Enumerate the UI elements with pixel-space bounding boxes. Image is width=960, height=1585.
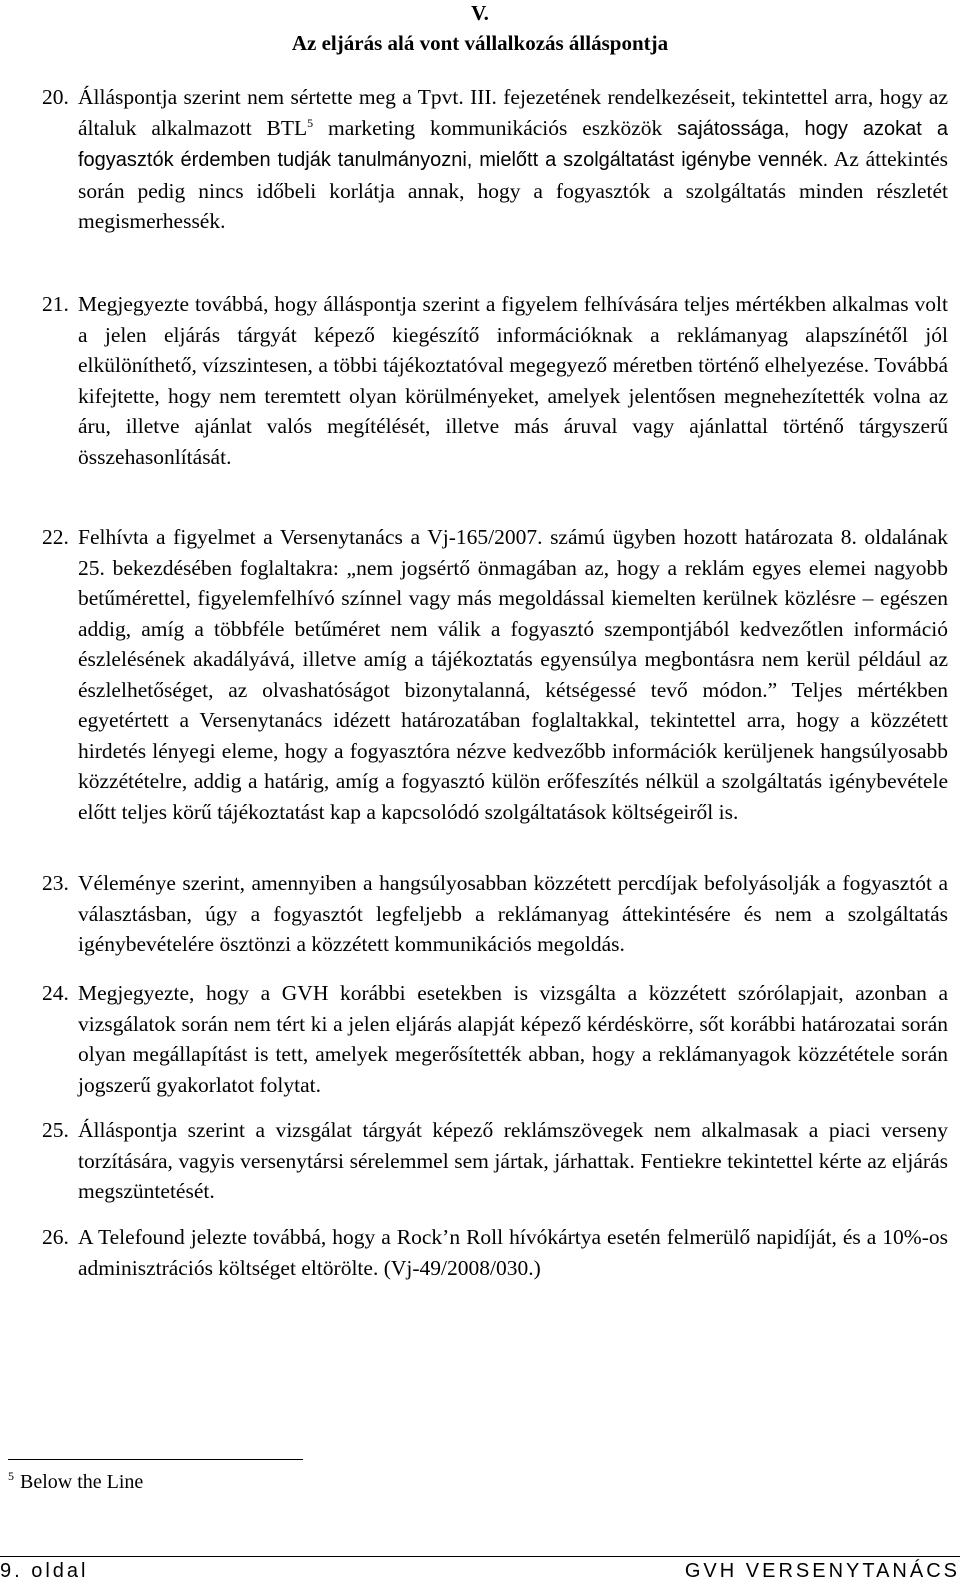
paragraph-number: 21.	[42, 292, 69, 316]
paragraph-20	[42, 82, 948, 237]
paragraph-26	[42, 1222, 948, 1283]
paragraph-text: Véleménye szerint, amennyiben a hangsúlyosabban közzétett percdíjak befolyásolják a fogyasztót a választásban, úgy a fogyasztót legfeljebb a reklámanyag áttekintésére és nem a szolgáltatás igénybevételére ösztönzi a közzétett kommunikációs megoldás.	[78, 871, 948, 956]
paragraph-text-sans-part: sajátossága, hogy azokat a fogyasztók érdemben tudják tanulmányozni, mielőtt a szolgáltatást igénybe vennék.	[78, 117, 949, 171]
paragraph-text	[42, 82, 948, 237]
footnote-reference: 5	[307, 115, 314, 130]
paragraph-text: Felhívta a figyelmet a Versenytanács a Vj-165/2007. számú ügyben hozott határozata 8. oldalának 25. bekezdésében foglaltakra: „nem jogsértő önmagában az, hogy a reklám egyes elemei nagyobb betűmérettel, figyelemfelhívó színnel vagy más megoldással kiemelten kerülnek közlésre – egészen addig, amíg a többféle betűméret nem válik a fogyasztó szempontjából kedvezőtlen információ észlelésének akadályává, illetve amíg a tájékoztatás egyensúlya megbontásra nem kerül például az észlelhetőséget, az olvashatóságot bizonytalanná, kétségessé tevő módon.” Teljes mértékben egyetértett a Versenytanács idézett határozatában foglaltakkal, tekintettel arra, hogy a közzétett hirdetés lényegi eleme, hogy a fogyasztóra nézve kedvezőbb információk kerüljenek hangsúlyosabb közzétételre, addig a határig, amíg a fogyasztó külön erőfeszítés nélkül a szolgáltatás igénybevétele előtt teljes körű tájékoztatást kap a kapcsolódó szolgáltatások költségeiről is.	[78, 525, 948, 824]
paragraph-number: 26.	[42, 1225, 69, 1249]
section-number: V.	[471, 1, 489, 25]
paragraph-25	[42, 1115, 948, 1207]
paragraph-text-part-a: Álláspontja szerint nem sértette meg a Tpvt. III. fejezetének rendelkezéseit, tekintettel arra, hogy az általuk alkalmazott BTL	[78, 85, 948, 140]
section-title: Az eljárás alá vont vállalkozás álláspontja	[291, 31, 669, 55]
paragraph-text: A Telefound jelezte továbbá, hogy a Rock’n Roll hívókártya esetén felmerülő napidíját, és a 10%-os adminisztrációs költséget eltörölte. (Vj-49/2008/030.)	[78, 1225, 948, 1280]
paragraph-text-part-b: marketing kommunikációs eszközök	[313, 115, 663, 140]
paragraph-text: Álláspontja szerint a vizsgálat tárgyát képező reklámszövegek nem alkalmasak a piaci verseny torzítására, vagyis versenytársi sérelemmel sem jártak, járhattak. Fentiekre tekintettel kérte az eljárás megszüntetését.	[78, 1118, 948, 1203]
paragraph-21	[42, 289, 948, 472]
paragraph-number: 23.	[42, 871, 69, 895]
paragraph-text: Megjegyezte, hogy a GVH korábbi esetekben is vizsgálta a közzétett szórólapjait, azonban a vizsgálatok során nem tért ki a jelen eljárás alapját képező kérdéskörre, sőt korábbi határozatai során olyan megállapítást is tett, amelyek megerősítették abban, hogy a reklámanyagok közzététele során jogszerű gyakorlatot folytat.	[78, 981, 948, 1097]
paragraph-number: 25.	[42, 1118, 69, 1142]
footnote	[8, 1469, 143, 1495]
paragraph-number: 24.	[42, 981, 69, 1005]
footnote-marker: 5	[8, 1469, 14, 1484]
paragraph-number: 22.	[42, 525, 69, 549]
paragraph-number: 20.	[42, 85, 69, 109]
paragraph-24	[42, 978, 948, 1100]
paragraph-23	[42, 868, 948, 960]
footnote-divider	[8, 1459, 303, 1460]
paragraph-22	[42, 522, 948, 827]
footer-organization: GVH VERSENYTANÁCS	[684, 1560, 960, 1582]
paragraph-text: Megjegyezte továbbá, hogy álláspontja szerint a figyelem felhívására teljes mértékben alkalmas volt a jelen eljárás tárgyát képező kiegészítő információknak a reklámanyag alapszínétől jól elkülöníthető, vízszintesen, a többi tájékoztatóval megegyező méretben történő elhelyezése. Továbbá kifejtette, hogy nem teremtett olyan körülményeket, amelyek jelentősen megnehezítették volna az áru, illetve ajánlat valós megítélését, illetve más áruval vagy ajánlattal történő tárgyszerű összehasonlítását.	[78, 292, 948, 469]
footnote-text: Below the Line	[20, 1471, 144, 1493]
paragraph-text-part-c: Az áttekintés során pedig nincs időbeli korlátja annak, hogy a fogyasztók a szolgáltatás minden részletét megismerhessék.	[78, 147, 948, 233]
page-number: 9. oldal	[0, 1560, 89, 1582]
